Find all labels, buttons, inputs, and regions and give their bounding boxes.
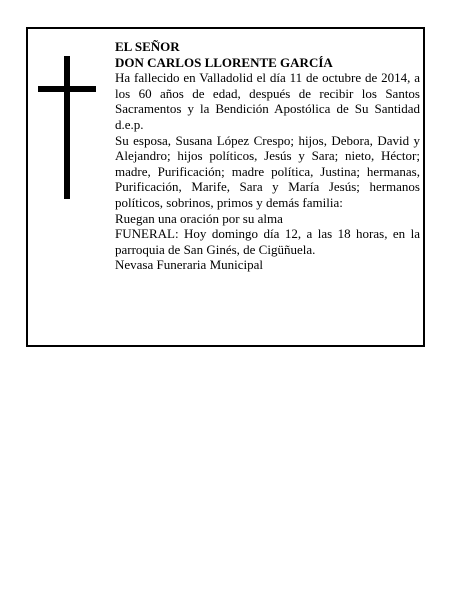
cross-vertical-bar	[64, 56, 70, 199]
cross-icon	[38, 56, 96, 199]
deceased-name: DON CARLOS LLORENTE GARCÍA	[115, 54, 333, 70]
death-paragraph: Ha fallecido en Valladolid el día 11 de octubre de 2014, a los 60 años de edad, después de recibir los Santos Sacramentos y la Bendición Apostólica de Su Santidad d.e.p.	[115, 70, 420, 132]
funeral-paragraph: FUNERAL: Hoy domingo día 12, a las 18 horas, en la parroquia de San Ginés, de Cigüñuela.	[115, 226, 420, 257]
notice-text	[115, 39, 420, 273]
prayer-line: Ruegan una oración por su alma	[115, 210, 283, 226]
obituary-notice	[26, 27, 425, 347]
notice-heading: EL SEÑOR	[115, 39, 180, 54]
family-paragraph: Su esposa, Susana López Crespo; hijos, Debora, David y Alejandro; hijos políticos, Jesús y Sara; nieto, Héctor; madre, Purificación; madre política, Justina; hermanas, Purificación, Marife, Sara y María Jesús; hermanos políticos, sobrinos, primos y demás familia:	[115, 132, 420, 210]
cross-horizontal-bar	[38, 86, 96, 92]
funeral-home: Nevasa Funeraria Municipal	[115, 257, 264, 273]
